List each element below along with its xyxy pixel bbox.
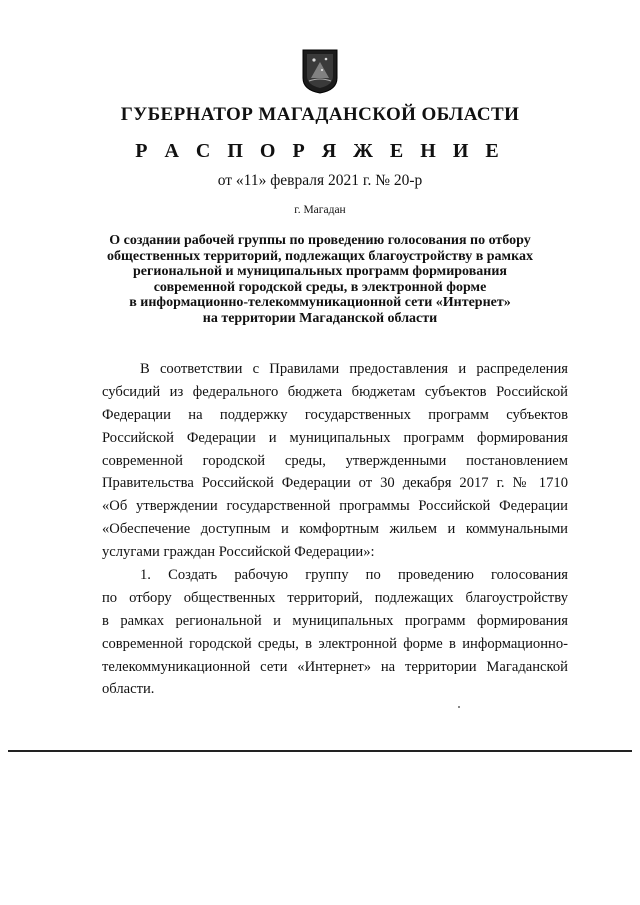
preamble-line: «Обеспечение доступным и комфортным жильем и коммунальными: [102, 521, 568, 538]
item-1-line: телекоммуникационной сети «Интернет» на территории Магаданской: [102, 658, 568, 675]
document-subject: [100, 233, 540, 327]
item-1-line: 1. Создать рабочую группу по проведению голосования: [140, 567, 568, 584]
preamble-line: Федерации на поддержку государственных программ субъектов: [102, 406, 568, 423]
document-date-number: от «11» февраля 2021 г. № 20-р: [217, 172, 423, 189]
subject-line: общественных территорий, подлежащих благоустройству в рамках: [107, 248, 533, 264]
subject-line: в информационно-телекоммуникационной сети «Интернет»: [129, 295, 511, 311]
preamble-line: услугами граждан Российской Федерации»:: [102, 544, 375, 561]
preamble-line: субсидий из федерального бюджета бюджетам субъектов Российской: [102, 383, 568, 400]
subject-line: современной городской среды, в электронной форме: [153, 279, 487, 295]
item-1-line: современной городской среды, в электронной форме в информационно-: [102, 635, 568, 652]
preamble-line: «Об утверждении государственной программы Российской Федерации: [102, 498, 568, 515]
document-body: [102, 358, 568, 701]
subject-line: на территории Магаданской области: [202, 310, 438, 326]
item-1-line: области.: [102, 681, 155, 698]
authority-title: ГУБЕРНАТОР МАГАДАНСКОЙ ОБЛАСТИ: [120, 104, 520, 125]
subject-line: региональной и муниципальных программ формирования: [133, 264, 507, 280]
document-type: Р А С П О Р Я Ж Е Н И Е: [135, 140, 505, 162]
scan-speck: [458, 706, 460, 708]
item-1-line: по отбору общественных территорий, подлежащих благоустройству: [102, 589, 568, 606]
subject-line: О создании рабочей группы по проведению голосования по отбору: [109, 233, 531, 248]
coat-of-arms-emblem: [301, 48, 339, 94]
preamble-line: Российской Федерации и муниципальных программ формирования: [102, 429, 568, 446]
item-1-line: в рамках региональной и муниципальных программ формирования: [102, 612, 568, 629]
page-bottom-rule: [8, 750, 632, 752]
document-city: г. Магадан: [294, 204, 346, 216]
preamble-line: В соответствии с Правилами предоставления и распределения: [140, 361, 568, 377]
preamble-line: Правительства Российской Федерации от 30 декабря 2017 г. № 1710: [102, 475, 568, 492]
preamble-line: современной городской среды, утвержденными постановлением: [102, 452, 568, 469]
